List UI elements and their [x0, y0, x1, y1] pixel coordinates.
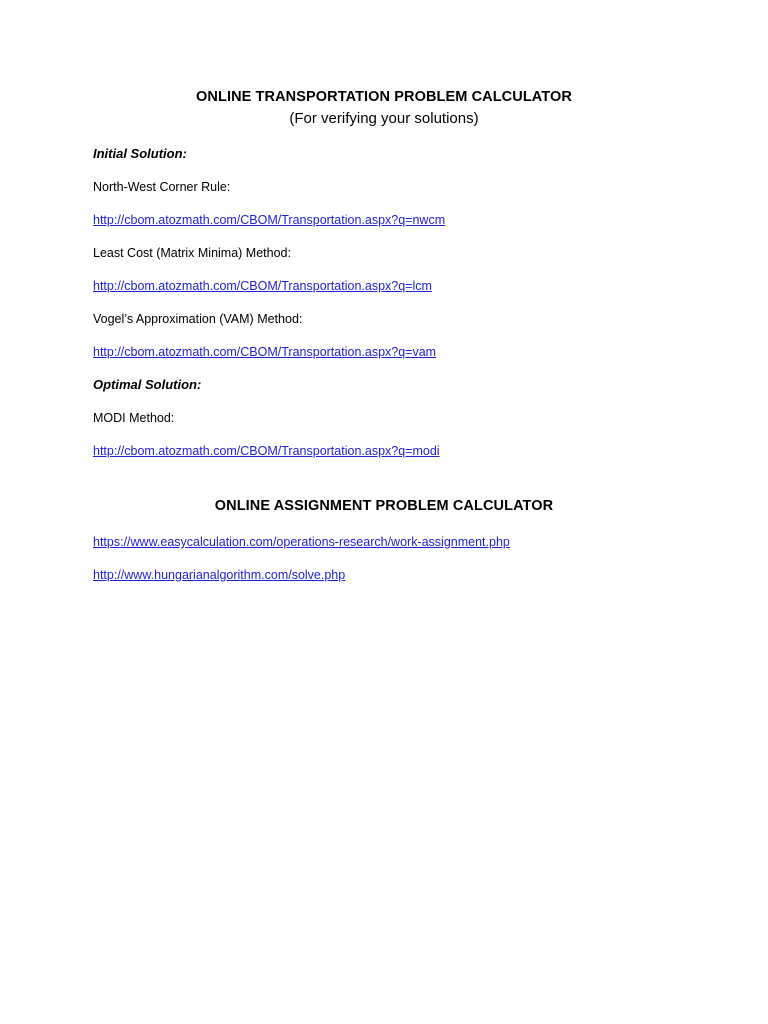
- nwcm-link[interactable]: http://cbom.atozmath.com/CBOM/Transportation.aspx?q=nwcm: [93, 213, 446, 227]
- vam-link[interactable]: http://cbom.atozmath.com/CBOM/Transportation.aspx?q=vam: [93, 345, 437, 359]
- initial-solution-heading: Initial Solution:: [93, 146, 187, 161]
- nwcm-label: North-West Corner Rule:: [93, 180, 231, 194]
- vam-label: Vogel’s Approximation (VAM) Method:: [93, 312, 303, 326]
- easycalculation-link[interactable]: https://www.easycalculation.com/operations-research/work-assignment.php: [93, 535, 510, 549]
- modi-label: MODI Method:: [93, 411, 175, 425]
- modi-link[interactable]: http://cbom.atozmath.com/CBOM/Transportation.aspx?q=modi: [93, 444, 440, 458]
- page-title: ONLINE TRANSPORTATION PROBLEM CALCULATOR: [196, 89, 572, 105]
- optimal-solution-heading: Optimal Solution:: [93, 377, 202, 392]
- lcm-link[interactable]: http://cbom.atozmath.com/CBOM/Transportation.aspx?q=lcm: [93, 279, 432, 293]
- assignment-title: ONLINE ASSIGNMENT PROBLEM CALCULATOR: [214, 498, 554, 514]
- hungarianalgorithm-link[interactable]: http://www.hungarianalgorithm.com/solve.php: [93, 568, 346, 582]
- page-subtitle: (For verifying your solutions): [289, 110, 479, 127]
- lcm-label: Least Cost (Matrix Minima) Method:: [93, 246, 291, 260]
